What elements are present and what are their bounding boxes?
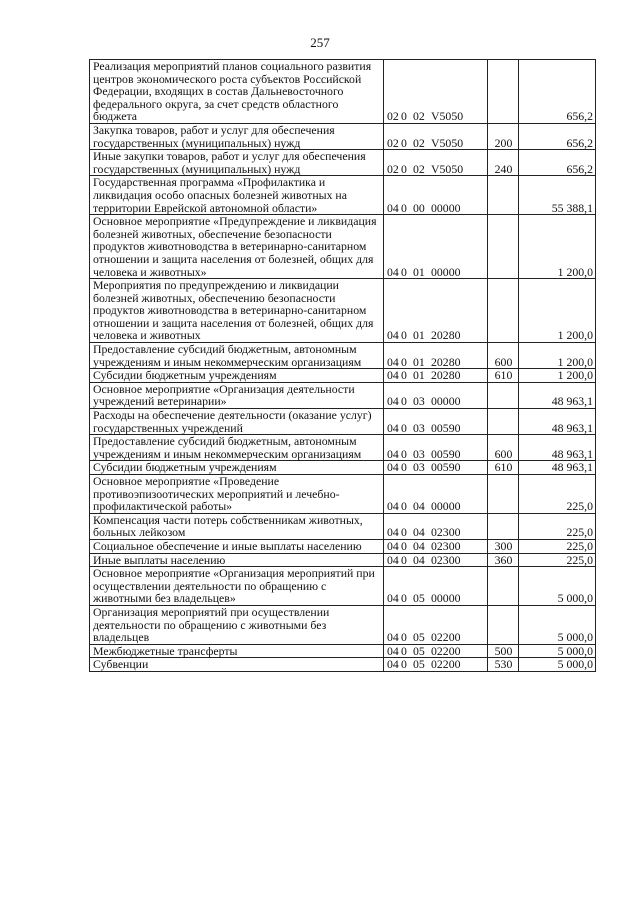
row-amount: 5 000,0 xyxy=(519,567,596,606)
code-part-c2: 0 xyxy=(401,591,407,606)
code-part-c2: 0 xyxy=(401,525,407,540)
row-expense-type: 500 xyxy=(488,644,519,658)
code-part-c2: 0 xyxy=(401,109,407,124)
code-part-c2: 0 xyxy=(401,135,407,150)
code-part-c2: 0 xyxy=(401,420,407,435)
row-name: Субвенции xyxy=(90,658,384,672)
row-target-code xyxy=(384,409,488,435)
code-part-c1: 04 xyxy=(387,643,399,658)
code-part-c2: 0 xyxy=(401,538,407,553)
budget-table xyxy=(89,59,596,672)
code-part-c4: V5050 xyxy=(431,161,464,176)
table-row xyxy=(90,279,596,343)
row-expense-type xyxy=(488,279,519,343)
row-expense-type: 240 xyxy=(488,150,519,176)
code-part-c3: 03 xyxy=(413,420,425,435)
row-target-code xyxy=(384,279,488,343)
code-part-c3: 02 xyxy=(413,109,425,124)
code-part-c3: 01 xyxy=(413,328,425,343)
code-part-c1: 04 xyxy=(387,552,399,567)
row-target-code xyxy=(384,644,488,658)
code-part-c3: 04 xyxy=(413,552,425,567)
code-part-c2: 0 xyxy=(401,657,407,672)
code-part-c2: 0 xyxy=(401,630,407,645)
row-amount: 225,0 xyxy=(519,475,596,514)
row-target-code xyxy=(384,658,488,672)
row-name: Социальное обеспечение и иные выплаты населению xyxy=(90,539,384,553)
row-name: Государственная программа «Профилактика и ликвидация особо опасных болезней животных на территории Еврейской автономной области» xyxy=(90,176,384,215)
code-part-c2: 0 xyxy=(401,460,407,475)
table-row xyxy=(90,409,596,435)
code-part-c4: 20280 xyxy=(431,368,461,383)
row-amount: 225,0 xyxy=(519,553,596,567)
row-expense-type: 600 xyxy=(488,435,519,461)
code-part-c1: 04 xyxy=(387,630,399,645)
code-part-c1: 04 xyxy=(387,394,399,409)
row-amount: 48 963,1 xyxy=(519,461,596,475)
code-part-c1: 04 xyxy=(387,200,399,215)
code-part-c3: 02 xyxy=(413,135,425,150)
table-row xyxy=(90,605,596,644)
code-part-c3: 05 xyxy=(413,630,425,645)
row-target-code xyxy=(384,369,488,383)
row-amount: 5 000,0 xyxy=(519,644,596,658)
row-target-code xyxy=(384,539,488,553)
page-number: 257 xyxy=(310,35,330,50)
code-part-c2: 0 xyxy=(401,394,407,409)
row-name: Основное мероприятие «Организация мероприятий при осуществлении деятельности по обращению с животными без владельцев» xyxy=(90,567,384,606)
code-part-c1: 04 xyxy=(387,420,399,435)
row-target-code xyxy=(384,215,488,279)
row-target-code xyxy=(384,435,488,461)
code-part-c2: 0 xyxy=(401,161,407,176)
code-part-c4: 02200 xyxy=(431,657,461,672)
table-row xyxy=(90,343,596,369)
code-part-c3: 03 xyxy=(413,394,425,409)
code-part-c4: 00000 xyxy=(431,499,461,514)
code-part-c1: 02 xyxy=(387,161,399,176)
code-part-c1: 04 xyxy=(387,460,399,475)
code-part-c1: 04 xyxy=(387,368,399,383)
table-row xyxy=(90,513,596,539)
row-expense-type: 610 xyxy=(488,369,519,383)
row-target-code xyxy=(384,150,488,176)
table-row xyxy=(90,215,596,279)
row-expense-type xyxy=(488,605,519,644)
row-amount: 1 200,0 xyxy=(519,279,596,343)
row-name: Основное мероприятие «Организация деятельности учреждений ветеринарии» xyxy=(90,382,384,408)
row-expense-type: 360 xyxy=(488,553,519,567)
code-part-c4: 00590 xyxy=(431,446,461,461)
row-amount: 1 200,0 xyxy=(519,215,596,279)
table-row xyxy=(90,60,596,124)
code-part-c1: 04 xyxy=(387,591,399,606)
row-name: Закупка товаров, работ и услуг для обеспечения государственных (муниципальных) нужд xyxy=(90,123,384,149)
code-part-c4: V5050 xyxy=(431,135,464,150)
row-target-code xyxy=(384,553,488,567)
row-target-code xyxy=(384,60,488,124)
code-part-c4: 00000 xyxy=(431,200,461,215)
row-name: Расходы на обеспечение деятельности (оказание услуг) государственных учреждений xyxy=(90,409,384,435)
code-part-c4: 20280 xyxy=(431,328,461,343)
row-name: Субсидии бюджетным учреждениям xyxy=(90,369,384,383)
code-part-c1: 04 xyxy=(387,538,399,553)
code-part-c1: 02 xyxy=(387,109,399,124)
table-row xyxy=(90,150,596,176)
row-name: Субсидии бюджетным учреждениям xyxy=(90,461,384,475)
code-part-c4: 02300 xyxy=(431,525,461,540)
row-expense-type xyxy=(488,409,519,435)
row-name: Межбюджетные трансферты xyxy=(90,644,384,658)
table-row xyxy=(90,475,596,514)
row-expense-type xyxy=(488,176,519,215)
row-expense-type xyxy=(488,567,519,606)
row-name: Иные закупки товаров, работ и услуг для обеспечения государственных (муниципальных) нужд xyxy=(90,150,384,176)
row-amount: 48 963,1 xyxy=(519,382,596,408)
code-part-c3: 00 xyxy=(413,200,425,215)
row-name: Основное мероприятие «Проведение противоэпизоотических мероприятий и лечебно-профилактической работы» xyxy=(90,475,384,514)
row-amount: 48 963,1 xyxy=(519,435,596,461)
row-name: Основное мероприятие «Предупреждение и ликвидация болезней животных, обеспечение безопасности продуктов животноводства в ветеринарно-санитарном отношении и защита населения от болезней, общих для человека и животных» xyxy=(90,215,384,279)
row-name: Предоставление субсидий бюджетным, автономным учреждениям и иным некоммерческим организациям xyxy=(90,435,384,461)
code-part-c2: 0 xyxy=(401,446,407,461)
table-row xyxy=(90,382,596,408)
table-row xyxy=(90,461,596,475)
row-name: Компенсация части потерь собственникам животных, больных лейкозом xyxy=(90,513,384,539)
row-target-code xyxy=(384,605,488,644)
table-row xyxy=(90,539,596,553)
code-part-c3: 03 xyxy=(413,460,425,475)
row-expense-type: 200 xyxy=(488,123,519,149)
row-name: Иные выплаты населению xyxy=(90,553,384,567)
row-amount: 656,2 xyxy=(519,150,596,176)
code-part-c1: 04 xyxy=(387,446,399,461)
code-part-c4: V5050 xyxy=(431,109,464,124)
code-part-c2: 0 xyxy=(401,552,407,567)
code-part-c4: 02300 xyxy=(431,538,461,553)
code-part-c3: 01 xyxy=(413,368,425,383)
row-expense-type: 600 xyxy=(488,343,519,369)
code-part-c2: 0 xyxy=(401,354,407,369)
table-row xyxy=(90,176,596,215)
row-amount: 656,2 xyxy=(519,60,596,124)
row-name: Реализация мероприятий планов социального развития центров экономического роста субъектов Российской Федерации, входящих в состав Дальневосточного федерального округа, за счет средств областного бюджета xyxy=(90,60,384,124)
row-expense-type xyxy=(488,475,519,514)
table-row xyxy=(90,644,596,658)
row-expense-type: 530 xyxy=(488,658,519,672)
row-expense-type xyxy=(488,215,519,279)
row-amount: 55 388,1 xyxy=(519,176,596,215)
code-part-c3: 05 xyxy=(413,591,425,606)
row-amount: 5 000,0 xyxy=(519,605,596,644)
row-target-code xyxy=(384,567,488,606)
row-expense-type: 300 xyxy=(488,539,519,553)
code-part-c1: 04 xyxy=(387,499,399,514)
code-part-c4: 00590 xyxy=(431,420,461,435)
row-target-code xyxy=(384,123,488,149)
code-part-c2: 0 xyxy=(401,499,407,514)
table-row xyxy=(90,553,596,567)
row-target-code xyxy=(384,343,488,369)
code-part-c1: 04 xyxy=(387,354,399,369)
code-part-c2: 0 xyxy=(401,368,407,383)
row-target-code xyxy=(384,475,488,514)
code-part-c4: 20280 xyxy=(431,354,461,369)
code-part-c3: 05 xyxy=(413,643,425,658)
code-part-c3: 01 xyxy=(413,264,425,279)
row-target-code xyxy=(384,382,488,408)
table-row xyxy=(90,435,596,461)
table-row xyxy=(90,658,596,672)
table-row xyxy=(90,369,596,383)
row-target-code xyxy=(384,461,488,475)
row-amount: 1 200,0 xyxy=(519,343,596,369)
row-amount: 656,2 xyxy=(519,123,596,149)
code-part-c2: 0 xyxy=(401,328,407,343)
row-expense-type xyxy=(488,60,519,124)
code-part-c1: 04 xyxy=(387,525,399,540)
row-amount: 5 000,0 xyxy=(519,658,596,672)
code-part-c4: 00000 xyxy=(431,591,461,606)
code-part-c3: 01 xyxy=(413,354,425,369)
row-expense-type xyxy=(488,513,519,539)
code-part-c1: 04 xyxy=(387,328,399,343)
code-part-c3: 02 xyxy=(413,161,425,176)
table-row xyxy=(90,123,596,149)
row-target-code xyxy=(384,513,488,539)
code-part-c3: 04 xyxy=(413,525,425,540)
code-part-c3: 03 xyxy=(413,446,425,461)
code-part-c3: 04 xyxy=(413,499,425,514)
row-expense-type xyxy=(488,382,519,408)
row-target-code xyxy=(384,176,488,215)
row-amount: 225,0 xyxy=(519,513,596,539)
code-part-c3: 04 xyxy=(413,538,425,553)
code-part-c3: 05 xyxy=(413,657,425,672)
code-part-c1: 04 xyxy=(387,264,399,279)
code-part-c2: 0 xyxy=(401,264,407,279)
code-part-c4: 00000 xyxy=(431,394,461,409)
code-part-c4: 02200 xyxy=(431,630,461,645)
budget-table-body xyxy=(90,60,596,672)
code-part-c4: 02200 xyxy=(431,643,461,658)
code-part-c2: 0 xyxy=(401,200,407,215)
row-name: Организация мероприятий при осуществлении деятельности по обращению с животными без владельцев xyxy=(90,605,384,644)
table-row xyxy=(90,567,596,606)
row-name: Предоставление субсидий бюджетным, автономным учреждениям и иным некоммерческим организациям xyxy=(90,343,384,369)
row-amount: 225,0 xyxy=(519,539,596,553)
code-part-c1: 04 xyxy=(387,657,399,672)
row-expense-type: 610 xyxy=(488,461,519,475)
code-part-c4: 00590 xyxy=(431,460,461,475)
code-part-c2: 0 xyxy=(401,643,407,658)
code-part-c4: 00000 xyxy=(431,264,461,279)
code-part-c4: 02300 xyxy=(431,552,461,567)
code-part-c1: 02 xyxy=(387,135,399,150)
row-amount: 1 200,0 xyxy=(519,369,596,383)
row-amount: 48 963,1 xyxy=(519,409,596,435)
row-name: Мероприятия по предупреждению и ликвидации болезней животных, обеспечению безопасности продуктов животноводства в ветеринарно-санитарном отношении и защита населения от болезней, общих для человека и животных xyxy=(90,279,384,343)
